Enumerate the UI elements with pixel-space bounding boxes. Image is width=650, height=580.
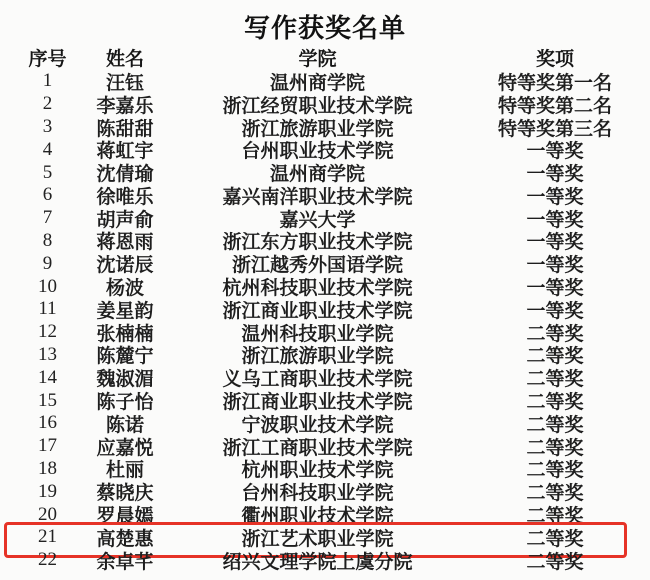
- row-college: 温州科技职业学院: [241, 323, 394, 345]
- table-row: [10, 321, 640, 344]
- table-row: [10, 549, 640, 572]
- row-college: 浙江东方职业技术学院: [222, 232, 413, 254]
- table-row-highlighted: [10, 526, 640, 549]
- row-award: 二等奖: [526, 528, 584, 550]
- row-college: 杭州科技职业技术学院: [222, 278, 413, 300]
- table-row: [10, 503, 640, 526]
- column-header-award: 奖项: [535, 48, 574, 70]
- row-name: 余卓芊: [96, 551, 154, 573]
- row-name: 蔡晓庆: [96, 483, 154, 505]
- row-college: 温州商学院: [269, 72, 365, 94]
- row-award: 一等奖: [526, 278, 584, 300]
- row-number: 18: [38, 457, 57, 479]
- row-college: 浙江工商职业技术学院: [222, 437, 413, 459]
- column-header-no: 序号: [28, 48, 67, 70]
- row-number: 1: [42, 70, 53, 92]
- table-row: [10, 366, 640, 389]
- row-award: 二等奖: [526, 551, 584, 573]
- row-award: 一等奖: [526, 186, 584, 208]
- row-number: 21: [38, 526, 57, 548]
- row-name: 罗晨嫣: [96, 506, 154, 528]
- row-name: 汪钰: [105, 72, 144, 94]
- table-row: [10, 138, 640, 161]
- table-row: [10, 458, 640, 481]
- row-name: 陈子怡: [96, 392, 154, 414]
- row-college: 温州商学院: [269, 164, 365, 186]
- row-name: 蒋恩雨: [96, 232, 154, 254]
- row-number: 9: [42, 252, 53, 274]
- row-name: 徐唯乐: [96, 186, 154, 208]
- table-row: [10, 161, 640, 184]
- row-number: 11: [38, 298, 57, 320]
- row-award: 二等奖: [526, 392, 584, 414]
- row-number: 17: [38, 435, 57, 457]
- row-college: 浙江商业职业技术学院: [222, 392, 413, 414]
- row-number: 15: [38, 389, 57, 411]
- row-award: 一等奖: [526, 232, 584, 254]
- row-number: 8: [42, 229, 53, 251]
- row-college: 绍兴文理学院上虞分院: [222, 551, 413, 573]
- award-table: [10, 44, 640, 572]
- table-row: [10, 230, 640, 253]
- column-header-name: 姓名: [105, 48, 144, 70]
- table-row: [10, 70, 640, 93]
- row-number: 4: [42, 138, 53, 160]
- row-college: 衢州职业技术学院: [241, 506, 394, 528]
- row-number: 22: [38, 549, 57, 571]
- row-name: 沈倩瑜: [96, 164, 154, 186]
- table-row: [10, 184, 640, 207]
- row-award: 特等奖第二名: [497, 95, 612, 117]
- table-row: [10, 252, 640, 275]
- row-name: 胡声俞: [96, 209, 154, 231]
- row-number: 16: [38, 412, 57, 434]
- row-name: 杨波: [105, 278, 144, 300]
- row-number: 3: [42, 115, 53, 137]
- row-college: 浙江经贸职业技术学院: [222, 95, 413, 117]
- row-college: 嘉兴大学: [279, 209, 356, 231]
- row-college: 宁波职业技术学院: [241, 414, 394, 436]
- row-award: 一等奖: [526, 300, 584, 322]
- table-row: [10, 116, 640, 139]
- row-award: 特等奖第三名: [497, 118, 612, 140]
- row-award: 二等奖: [526, 369, 584, 391]
- row-award: 二等奖: [526, 460, 584, 482]
- row-name: 蒋虹宇: [96, 141, 154, 163]
- row-name: 陈诺: [105, 414, 144, 436]
- table-row: [10, 389, 640, 412]
- table-row: [10, 344, 640, 367]
- table-row: [10, 207, 640, 230]
- row-award: 一等奖: [526, 164, 584, 186]
- row-award: 一等奖: [526, 141, 584, 163]
- row-number: 10: [38, 275, 57, 297]
- row-award: 一等奖: [526, 209, 584, 231]
- table-row: [10, 480, 640, 503]
- row-number: 14: [38, 366, 57, 388]
- row-college: 台州科技职业学院: [241, 483, 394, 505]
- column-header-college: 学院: [298, 48, 337, 70]
- table-row: [10, 275, 640, 298]
- row-college: 浙江艺术职业学院: [241, 528, 394, 550]
- row-number: 5: [42, 161, 53, 183]
- row-award: 二等奖: [526, 437, 584, 459]
- row-college: 杭州职业技术学院: [241, 460, 394, 482]
- row-name: 沈诺辰: [96, 255, 154, 277]
- row-name: 魏淑湄: [96, 369, 154, 391]
- row-college: 浙江旅游职业学院: [241, 346, 394, 368]
- table-header-row: [10, 44, 640, 70]
- table-row: [10, 412, 640, 435]
- row-name: 杜丽: [105, 460, 144, 482]
- table-row: [10, 435, 640, 458]
- row-award: 二等奖: [526, 483, 584, 505]
- row-award: 特等奖第一名: [497, 72, 612, 94]
- row-college: 义乌工商职业技术学院: [222, 369, 413, 391]
- row-name: 张楠楠: [96, 323, 154, 345]
- row-award: 二等奖: [526, 346, 584, 368]
- row-college: 浙江旅游职业学院: [241, 118, 394, 140]
- row-name: 应嘉悦: [96, 437, 154, 459]
- row-name: 陈甜甜: [96, 118, 154, 140]
- row-college: 嘉兴南洋职业技术学院: [222, 186, 413, 208]
- row-number: 12: [38, 321, 57, 343]
- row-number: 13: [38, 343, 57, 365]
- row-college: 浙江商业职业技术学院: [222, 300, 413, 322]
- row-award: 二等奖: [526, 506, 584, 528]
- table-body: [10, 70, 640, 572]
- row-award: 二等奖: [526, 323, 584, 345]
- row-name: 姜星韵: [96, 300, 154, 322]
- row-name: 陈麓宁: [96, 346, 154, 368]
- page-title: 写作获奖名单: [243, 13, 406, 43]
- row-college: 浙江越秀外国语学院: [231, 255, 403, 277]
- row-award: 一等奖: [526, 255, 584, 277]
- row-number: 6: [42, 184, 53, 206]
- row-number: 2: [42, 93, 53, 115]
- row-college: 台州职业技术学院: [241, 141, 394, 163]
- row-award: 二等奖: [526, 414, 584, 436]
- table-row: [10, 298, 640, 321]
- table-row: [10, 93, 640, 116]
- row-name: 高楚惠: [96, 528, 154, 550]
- row-number: 20: [38, 503, 57, 525]
- row-number: 7: [42, 207, 53, 229]
- row-name: 李嘉乐: [96, 95, 154, 117]
- row-number: 19: [38, 480, 57, 502]
